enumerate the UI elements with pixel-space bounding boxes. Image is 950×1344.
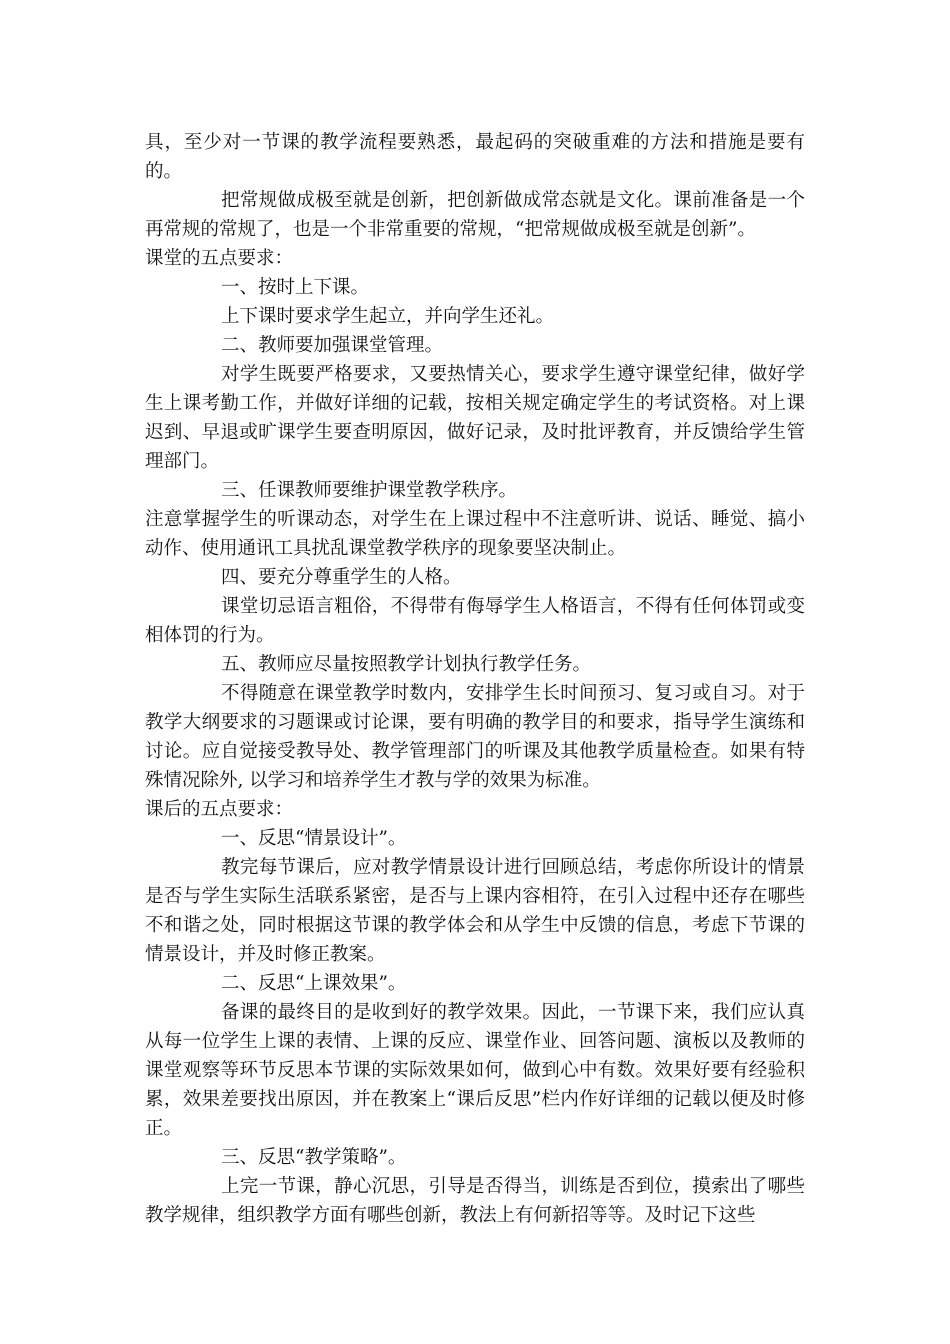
paragraph-15: 一、反思“情景设计”。 [221, 828, 407, 849]
section-heading-after-class: 课后的五点要求： [145, 799, 294, 820]
paragraph-13: 不得随意在课堂教学时数内，安排学生长时间预习、复习或自习。对于教学大纲要求的习题课或讨论课，要有明确的教学目的和要求，指导学生演练和讨论。应自觉接受教导处、教学管理部门的听课及其他教学质量检查。如果有特殊情况除外, 以学习和培养学生才教与学的效果为标准。 [145, 683, 805, 791]
paragraph-10: 四、要充分尊重学生的人格。 [221, 567, 462, 588]
paragraph-7: 对学生既要严格要求，又要热情关心，要求学生遵守课堂纪律，做好学生上课考勤工作，并做好详细的记载，按相关规定确定学生的考试资格。对上课迟到、早退或旷课学生要查明原因，做好记录，及时批评教育，并反馈给学生管理部门。 [145, 364, 805, 472]
paragraph-6: 二、教师要加强课堂管理。 [221, 335, 444, 356]
paragraph-20: 上完一节课，静心沉思，引导是否得当，训练是否到位，摸索出了哪些教学规律，组织教学方面有哪些创新，教法上有何新招等等。及时记下这些 [145, 1176, 805, 1226]
paragraph-16: 教完每节课后，应对教学情景设计进行回顾总结，考虑你所设计的情景是否与学生实际生活联系紧密，是否与上课内容相符，在引入过程中还存在哪些不和谐之处，同时根据这节课的教学体会和从学生中反馈的信息，考虑下节课的情景设计，并及时修正教案。 [145, 857, 805, 965]
paragraph-12: 五、教师应尽量按照教学计划执行教学任务。 [221, 654, 592, 675]
paragraph-8: 三、任课教师要维护课堂教学秩序。 [221, 480, 518, 501]
document-body [145, 128, 805, 1230]
paragraph-5: 上下课时要求学生起立，并向学生还礼。 [221, 306, 555, 327]
paragraph-2: 把常规做成极至就是创新，把创新做成常态就是文化。课前准备是一个再常规的常规了，也是一个非常重要的常规，“把常规做成极至就是创新”。 [145, 190, 805, 240]
paragraph-18: 备课的最终目的是收到好的教学效果。因此，一节课下来，我们应认真从每一位学生上课的表情、上课的反应、课堂作业、回答问题、演板以及教师的课堂观察等环节反思本节课的实际效果如何，做到心中有数。效果好要有经验积累，效果差要找出原因，并在教案上“课后反思”栏内作好详细的记载以便及时修正。 [145, 1002, 805, 1139]
paragraph-4: 一、按时上下课。 [221, 277, 370, 298]
section-heading-in-class: 课堂的五点要求： [145, 248, 294, 269]
paragraph-11: 课堂切忌语言粗俗，不得带有侮辱学生人格语言，不得有任何体罚或变相体罚的行为。 [145, 596, 805, 646]
paragraph-17: 二、反思“上课效果”。 [221, 973, 407, 994]
paragraph-9: 注意掌握学生的听课动态，对学生在上课过程中不注意听讲、说话、睡觉、搞小动作、使用通讯工具扰乱课堂教学秩序的现象要坚决制止。 [145, 509, 805, 559]
paragraph-1: 具，至少对一节课的教学流程要熟悉，最起码的突破重难的方法和措施是要有的。 [145, 132, 805, 182]
paragraph-19: 三、反思“教学策略”。 [221, 1147, 407, 1168]
